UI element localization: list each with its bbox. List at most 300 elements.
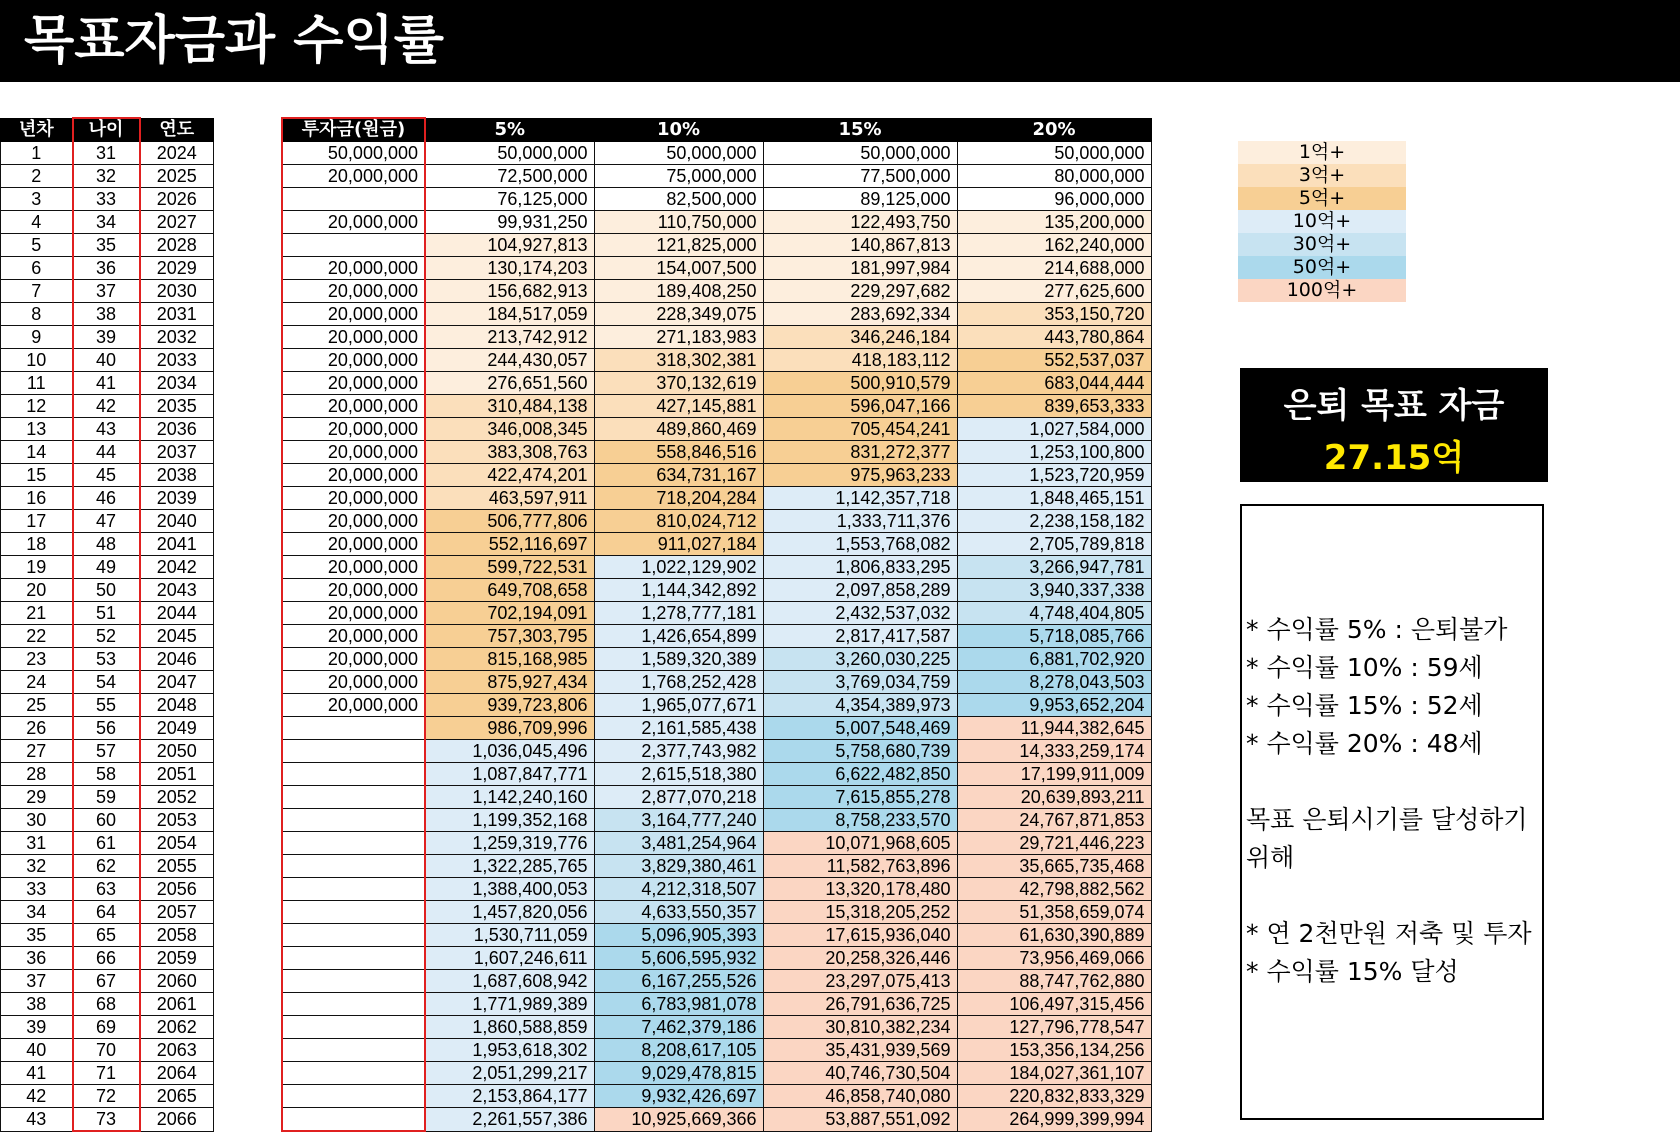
cell-rate-5: 276,651,560 (425, 372, 594, 395)
cell-year-index: 40 (1, 1039, 73, 1062)
cell-calendar-year: 2045 (140, 625, 214, 648)
cell-rate-20: 80,000,000 (957, 165, 1151, 188)
note-line: * 수익률 5% : 은퇴불가 (1246, 615, 1508, 644)
returns-table-row (282, 625, 1151, 648)
cell-rate-20: 6,881,702,920 (957, 648, 1151, 671)
cell-rate-15: 831,272,377 (763, 441, 957, 464)
returns-table-row (282, 349, 1151, 372)
year-table-row (1, 717, 214, 740)
year-table-row (1, 855, 214, 878)
returns-table-row (282, 832, 1151, 855)
cell-year-index: 22 (1, 625, 73, 648)
cell-rate-10: 5,096,905,393 (594, 924, 763, 947)
returns-table-row (282, 694, 1151, 717)
year-table-row (1, 625, 214, 648)
year-table-row (1, 303, 214, 326)
cell-rate-10: 4,633,550,357 (594, 901, 763, 924)
cell-principal: 20,000,000 (282, 349, 425, 372)
year-table (0, 117, 214, 1132)
cell-rate-5: 1,199,352,168 (425, 809, 594, 832)
header-rate-5: 5% (425, 118, 594, 142)
cell-calendar-year: 2027 (140, 211, 214, 234)
year-table-row (1, 694, 214, 717)
cell-calendar-year: 2065 (140, 1085, 214, 1108)
cell-rate-15: 4,354,389,973 (763, 694, 957, 717)
cell-rate-5: 1,530,711,059 (425, 924, 594, 947)
year-table-row (1, 234, 214, 257)
cell-rate-15: 11,582,763,896 (763, 855, 957, 878)
year-table-row (1, 418, 214, 441)
page-title: 목표자금과 수익률 (24, 11, 444, 71)
cell-age: 45 (73, 464, 140, 487)
cell-rate-20: 14,333,259,174 (957, 740, 1151, 763)
cell-rate-15: 2,817,417,587 (763, 625, 957, 648)
cell-rate-20: 264,999,399,994 (957, 1108, 1151, 1132)
returns-table-row (282, 1085, 1151, 1108)
notes-box (1240, 504, 1544, 1120)
year-table-row (1, 257, 214, 280)
cell-principal (282, 970, 425, 993)
cell-rate-10: 228,349,075 (594, 303, 763, 326)
returns-table-row (282, 395, 1151, 418)
cell-calendar-year: 2049 (140, 717, 214, 740)
year-table-row (1, 1108, 214, 1132)
cell-rate-15: 181,997,984 (763, 257, 957, 280)
cell-age: 52 (73, 625, 140, 648)
cell-rate-10: 1,965,077,671 (594, 694, 763, 717)
returns-table-row (282, 786, 1151, 809)
cell-year-index: 30 (1, 809, 73, 832)
cell-calendar-year: 2056 (140, 878, 214, 901)
cell-rate-10: 50,000,000 (594, 142, 763, 165)
cell-principal (282, 740, 425, 763)
returns-table-row (282, 947, 1151, 970)
cell-rate-5: 1,388,400,053 (425, 878, 594, 901)
cell-rate-5: 1,687,608,942 (425, 970, 594, 993)
year-table-row (1, 924, 214, 947)
cell-rate-15: 10,071,968,605 (763, 832, 957, 855)
cell-rate-5: 2,261,557,386 (425, 1108, 594, 1132)
cell-age: 56 (73, 717, 140, 740)
cell-rate-15: 418,183,112 (763, 349, 957, 372)
cell-rate-5: 383,308,763 (425, 441, 594, 464)
returns-table-row (282, 487, 1151, 510)
year-table-row (1, 464, 214, 487)
cell-rate-5: 346,008,345 (425, 418, 594, 441)
year-table-row (1, 947, 214, 970)
returns-table-row (282, 441, 1151, 464)
cell-rate-20: 184,027,361,107 (957, 1062, 1151, 1085)
cell-calendar-year: 2026 (140, 188, 214, 211)
cell-rate-15: 7,615,855,278 (763, 786, 957, 809)
cell-age: 58 (73, 763, 140, 786)
cell-rate-10: 75,000,000 (594, 165, 763, 188)
cell-principal: 20,000,000 (282, 372, 425, 395)
returns-table-row (282, 602, 1151, 625)
year-table-row (1, 1085, 214, 1108)
cell-rate-15: 122,493,750 (763, 211, 957, 234)
note-line: * 연 2천만원 저축 및 투자 (1246, 919, 1532, 948)
returns-table-row (282, 924, 1151, 947)
cell-age: 41 (73, 372, 140, 395)
cell-rate-10: 370,132,619 (594, 372, 763, 395)
cell-year-index: 16 (1, 487, 73, 510)
cell-rate-15: 5,007,548,469 (763, 717, 957, 740)
cell-rate-20: 88,747,762,880 (957, 970, 1151, 993)
cell-age: 49 (73, 556, 140, 579)
returns-table-row (282, 510, 1151, 533)
cell-rate-20: 29,721,446,223 (957, 832, 1151, 855)
year-table-row (1, 970, 214, 993)
cell-calendar-year: 2040 (140, 510, 214, 533)
cell-age: 47 (73, 510, 140, 533)
cell-rate-15: 1,553,768,082 (763, 533, 957, 556)
cell-principal: 20,000,000 (282, 165, 425, 188)
cell-rate-20: 17,199,911,009 (957, 763, 1151, 786)
cell-age: 59 (73, 786, 140, 809)
cell-year-index: 21 (1, 602, 73, 625)
cell-rate-15: 140,867,813 (763, 234, 957, 257)
cell-principal: 20,000,000 (282, 602, 425, 625)
cell-year-index: 15 (1, 464, 73, 487)
cell-principal: 20,000,000 (282, 648, 425, 671)
cell-rate-5: 213,742,912 (425, 326, 594, 349)
cell-rate-15: 705,454,241 (763, 418, 957, 441)
cell-principal (282, 1108, 425, 1132)
cell-rate-20: 73,956,469,066 (957, 947, 1151, 970)
cell-age: 33 (73, 188, 140, 211)
cell-year-index: 6 (1, 257, 73, 280)
returns-table-row (282, 648, 1151, 671)
cell-age: 60 (73, 809, 140, 832)
cell-calendar-year: 2039 (140, 487, 214, 510)
cell-rate-10: 271,183,983 (594, 326, 763, 349)
cell-rate-20: 106,497,315,456 (957, 993, 1151, 1016)
cell-principal: 20,000,000 (282, 671, 425, 694)
cell-age: 36 (73, 257, 140, 280)
cell-year-index: 7 (1, 280, 73, 303)
cell-age: 44 (73, 441, 140, 464)
note-line: * 수익률 15% : 52세 (1246, 691, 1483, 720)
cell-age: 50 (73, 579, 140, 602)
cell-rate-5: 184,517,059 (425, 303, 594, 326)
cell-principal: 20,000,000 (282, 464, 425, 487)
year-table-row (1, 349, 214, 372)
retirement-target-title: 은퇴 목표 자금 (1283, 386, 1505, 426)
cell-principal (282, 1085, 425, 1108)
cell-rate-15: 13,320,178,480 (763, 878, 957, 901)
cell-rate-15: 40,746,730,504 (763, 1062, 957, 1085)
cell-rate-5: 986,709,996 (425, 717, 594, 740)
cell-rate-10: 1,589,320,389 (594, 648, 763, 671)
cell-rate-15: 50,000,000 (763, 142, 957, 165)
cell-year-index: 17 (1, 510, 73, 533)
cell-rate-5: 1,322,285,765 (425, 855, 594, 878)
cell-rate-10: 5,606,595,932 (594, 947, 763, 970)
cell-calendar-year: 2047 (140, 671, 214, 694)
cell-rate-15: 5,758,680,739 (763, 740, 957, 763)
year-table-row (1, 441, 214, 464)
cell-principal (282, 924, 425, 947)
year-table-row (1, 809, 214, 832)
cell-age: 37 (73, 280, 140, 303)
header-principal: 투자금(원금) (282, 118, 425, 142)
returns-table-row (282, 671, 1151, 694)
cell-age: 42 (73, 395, 140, 418)
cell-rate-5: 1,953,618,302 (425, 1039, 594, 1062)
cell-rate-10: 911,027,184 (594, 533, 763, 556)
cell-rate-20: 839,653,333 (957, 395, 1151, 418)
cell-rate-15: 975,963,233 (763, 464, 957, 487)
year-table-row (1, 878, 214, 901)
cell-principal (282, 809, 425, 832)
cell-calendar-year: 2029 (140, 257, 214, 280)
cell-year-index: 38 (1, 993, 73, 1016)
cell-rate-15: 500,910,579 (763, 372, 957, 395)
cell-rate-10: 1,426,654,899 (594, 625, 763, 648)
cell-year-index: 18 (1, 533, 73, 556)
cell-rate-20: 3,940,337,338 (957, 579, 1151, 602)
cell-year-index: 35 (1, 924, 73, 947)
cell-rate-15: 3,260,030,225 (763, 648, 957, 671)
cell-principal: 20,000,000 (282, 303, 425, 326)
cell-age: 64 (73, 901, 140, 924)
cell-rate-20: 1,027,584,000 (957, 418, 1151, 441)
cell-calendar-year: 2058 (140, 924, 214, 947)
cell-rate-15: 30,810,382,234 (763, 1016, 957, 1039)
header-rate-20: 20% (957, 118, 1151, 142)
cell-principal (282, 1039, 425, 1062)
cell-age: 46 (73, 487, 140, 510)
color-legend (1238, 141, 1406, 302)
cell-age: 68 (73, 993, 140, 1016)
cell-principal: 20,000,000 (282, 487, 425, 510)
cell-principal (282, 855, 425, 878)
cell-rate-10: 6,167,255,526 (594, 970, 763, 993)
cell-calendar-year: 2061 (140, 993, 214, 1016)
cell-rate-10: 3,481,254,964 (594, 832, 763, 855)
cell-rate-15: 8,758,233,570 (763, 809, 957, 832)
cell-rate-10: 2,877,070,218 (594, 786, 763, 809)
cell-calendar-year: 2054 (140, 832, 214, 855)
cell-age: 43 (73, 418, 140, 441)
cell-age: 57 (73, 740, 140, 763)
cell-rate-20: 353,150,720 (957, 303, 1151, 326)
cell-year-index: 29 (1, 786, 73, 809)
cell-calendar-year: 2038 (140, 464, 214, 487)
returns-table-row (282, 303, 1151, 326)
cell-rate-15: 35,431,939,569 (763, 1039, 957, 1062)
cell-rate-20: 11,944,382,645 (957, 717, 1151, 740)
cell-rate-10: 2,161,585,438 (594, 717, 763, 740)
cell-year-index: 33 (1, 878, 73, 901)
cell-rate-10: 489,860,469 (594, 418, 763, 441)
cell-rate-20: 443,780,864 (957, 326, 1151, 349)
cell-rate-15: 1,142,357,718 (763, 487, 957, 510)
returns-table-row (282, 165, 1151, 188)
cell-rate-15: 2,432,537,032 (763, 602, 957, 625)
cell-year-index: 41 (1, 1062, 73, 1085)
cell-rate-10: 718,204,284 (594, 487, 763, 510)
cell-age: 63 (73, 878, 140, 901)
cell-rate-15: 2,097,858,289 (763, 579, 957, 602)
cell-principal: 20,000,000 (282, 211, 425, 234)
cell-principal: 50,000,000 (282, 142, 425, 165)
year-table-row (1, 510, 214, 533)
year-table-row (1, 602, 214, 625)
cell-year-index: 3 (1, 188, 73, 211)
cell-rate-20: 5,718,085,766 (957, 625, 1151, 648)
cell-rate-20: 3,266,947,781 (957, 556, 1151, 579)
cell-calendar-year: 2059 (140, 947, 214, 970)
cell-year-index: 5 (1, 234, 73, 257)
legend-item: 100억+ (1238, 279, 1406, 302)
returns-table-row (282, 234, 1151, 257)
cell-age: 70 (73, 1039, 140, 1062)
cell-age: 40 (73, 349, 140, 372)
cell-calendar-year: 2034 (140, 372, 214, 395)
cell-principal (282, 1016, 425, 1039)
cell-rate-5: 130,174,203 (425, 257, 594, 280)
cell-rate-10: 427,145,881 (594, 395, 763, 418)
cell-rate-10: 634,731,167 (594, 464, 763, 487)
cell-principal: 20,000,000 (282, 326, 425, 349)
cell-principal: 20,000,000 (282, 257, 425, 280)
year-table-row (1, 993, 214, 1016)
returns-table (281, 117, 1152, 1132)
cell-rate-10: 2,615,518,380 (594, 763, 763, 786)
cell-rate-10: 10,925,669,366 (594, 1108, 763, 1132)
year-table-row (1, 211, 214, 234)
cell-principal: 20,000,000 (282, 694, 425, 717)
cell-principal (282, 901, 425, 924)
cell-calendar-year: 2066 (140, 1108, 214, 1132)
cell-principal (282, 832, 425, 855)
cell-calendar-year: 2024 (140, 142, 214, 165)
cell-year-index: 28 (1, 763, 73, 786)
cell-calendar-year: 2063 (140, 1039, 214, 1062)
year-table-row (1, 1039, 214, 1062)
year-table-row (1, 395, 214, 418)
header-age: 나이 (73, 118, 140, 142)
cell-rate-5: 599,722,531 (425, 556, 594, 579)
returns-table-row (282, 740, 1151, 763)
cell-year-index: 20 (1, 579, 73, 602)
cell-rate-20: 96,000,000 (957, 188, 1151, 211)
legend-item: 10억+ (1238, 210, 1406, 233)
cell-age: 38 (73, 303, 140, 326)
cell-calendar-year: 2062 (140, 1016, 214, 1039)
cell-age: 66 (73, 947, 140, 970)
cell-rate-10: 2,377,743,982 (594, 740, 763, 763)
year-table-row (1, 786, 214, 809)
cell-year-index: 34 (1, 901, 73, 924)
year-table-row (1, 165, 214, 188)
cell-age: 48 (73, 533, 140, 556)
cell-rate-20: 1,523,720,959 (957, 464, 1151, 487)
cell-year-index: 26 (1, 717, 73, 740)
cell-rate-15: 346,246,184 (763, 326, 957, 349)
legend-item: 5억+ (1238, 187, 1406, 210)
cell-age: 73 (73, 1108, 140, 1132)
cell-year-index: 31 (1, 832, 73, 855)
returns-table-row (282, 1039, 1151, 1062)
returns-table-row (282, 878, 1151, 901)
title-bar (0, 0, 1680, 82)
cell-year-index: 13 (1, 418, 73, 441)
returns-table-header-row (282, 118, 1151, 142)
cell-rate-15: 20,258,326,446 (763, 947, 957, 970)
cell-age: 69 (73, 1016, 140, 1039)
cell-rate-10: 121,825,000 (594, 234, 763, 257)
cell-rate-10: 1,768,252,428 (594, 671, 763, 694)
year-table-row (1, 372, 214, 395)
cell-year-index: 37 (1, 970, 73, 993)
year-table-row (1, 556, 214, 579)
cell-rate-10: 9,932,426,697 (594, 1085, 763, 1108)
cell-rate-5: 422,474,201 (425, 464, 594, 487)
returns-table-row (282, 257, 1151, 280)
year-table-header-row (1, 118, 214, 142)
cell-rate-20: 42,798,882,562 (957, 878, 1151, 901)
cell-rate-20: 162,240,000 (957, 234, 1151, 257)
cell-calendar-year: 2041 (140, 533, 214, 556)
header-calendar-year: 연도 (140, 118, 214, 142)
legend-item: 1억+ (1238, 141, 1406, 164)
legend-item: 50억+ (1238, 256, 1406, 279)
returns-table-row (282, 579, 1151, 602)
retirement-target-value: 27.15억 (1323, 438, 1465, 478)
retirement-target-box (1240, 368, 1548, 482)
cell-calendar-year: 2052 (140, 786, 214, 809)
returns-table-row (282, 993, 1151, 1016)
year-table-row (1, 533, 214, 556)
returns-table-row (282, 970, 1151, 993)
returns-table-row (282, 809, 1151, 832)
year-table-row (1, 487, 214, 510)
returns-table-row (282, 901, 1151, 924)
cell-rate-5: 1,457,820,056 (425, 901, 594, 924)
note-line: 목표 은퇴시기를 달성하기 (1246, 805, 1528, 834)
cell-rate-5: 875,927,434 (425, 671, 594, 694)
cell-rate-20: 51,358,659,074 (957, 901, 1151, 924)
cell-age: 31 (73, 142, 140, 165)
cell-rate-5: 702,194,091 (425, 602, 594, 625)
returns-table-row (282, 188, 1151, 211)
cell-rate-10: 154,007,500 (594, 257, 763, 280)
cell-rate-5: 506,777,806 (425, 510, 594, 533)
returns-table-row (282, 280, 1151, 303)
cell-year-index: 23 (1, 648, 73, 671)
cell-rate-20: 153,356,134,256 (957, 1039, 1151, 1062)
returns-table-row (282, 418, 1151, 441)
cell-rate-5: 649,708,658 (425, 579, 594, 602)
cell-calendar-year: 2053 (140, 809, 214, 832)
cell-year-index: 43 (1, 1108, 73, 1132)
cell-rate-15: 77,500,000 (763, 165, 957, 188)
cell-calendar-year: 2044 (140, 602, 214, 625)
cell-calendar-year: 2042 (140, 556, 214, 579)
year-table-row (1, 671, 214, 694)
cell-rate-5: 99,931,250 (425, 211, 594, 234)
cell-rate-20: 8,278,043,503 (957, 671, 1151, 694)
cell-age: 34 (73, 211, 140, 234)
cell-rate-20: 61,630,390,889 (957, 924, 1151, 947)
cell-principal: 20,000,000 (282, 441, 425, 464)
cell-rate-10: 810,024,712 (594, 510, 763, 533)
cell-principal: 20,000,000 (282, 395, 425, 418)
cell-year-index: 24 (1, 671, 73, 694)
